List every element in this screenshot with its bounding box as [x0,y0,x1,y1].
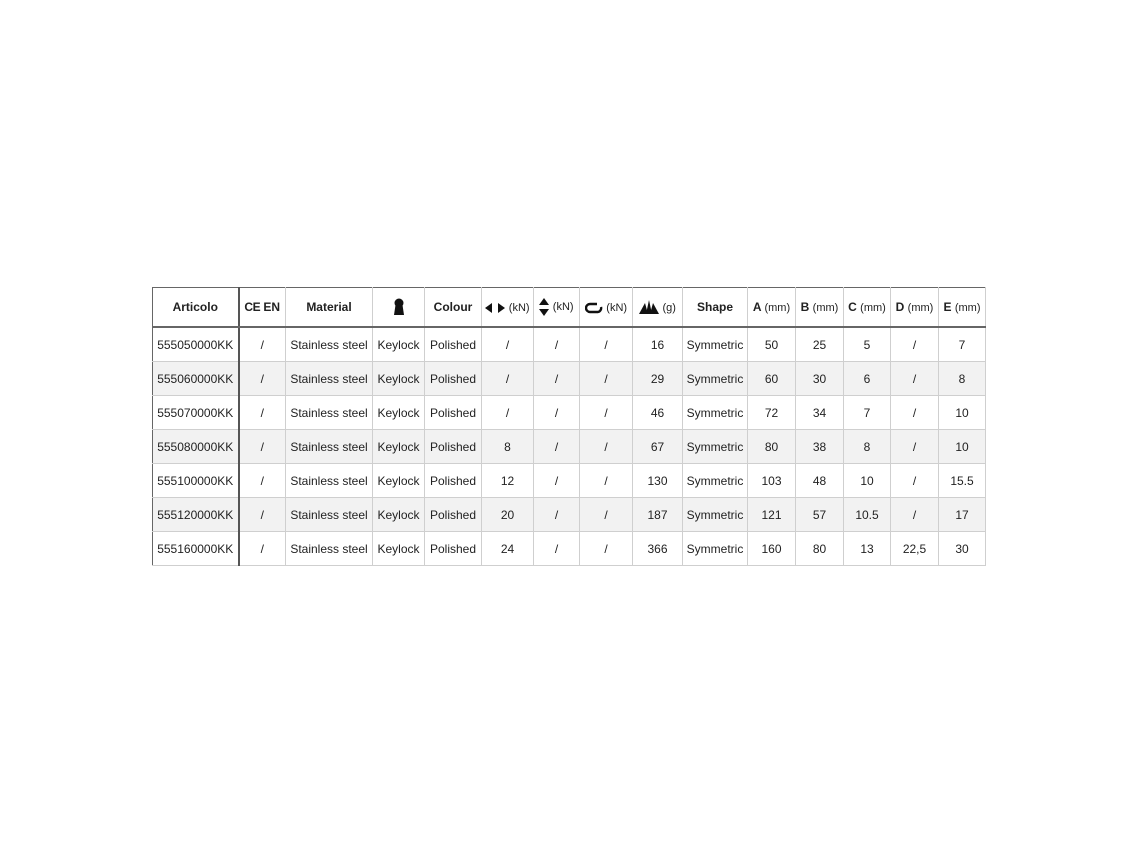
table-cell: 29 [633,362,683,396]
table-cell: 187 [633,498,683,532]
table-cell: 50 [748,327,796,362]
table-cell: 555060000KK [153,362,239,396]
e-label: E [943,300,952,314]
table-cell: / [534,464,580,498]
table-row [153,362,986,396]
table-cell: Symmetric [683,396,748,430]
table-cell: 80 [748,430,796,464]
ce-mark: CE [244,300,261,314]
table-cell: 555120000KK [153,498,239,532]
col-weight [633,288,683,328]
table-cell: 6 [844,362,891,396]
header-row [153,288,986,328]
table-cell: 130 [633,464,683,498]
major-axis-unit: (kN) [508,302,530,314]
table-cell: / [891,396,939,430]
a-label: A [752,300,762,314]
e-unit: (mm) [954,302,981,314]
col-shape: Shape [683,288,748,328]
table-cell: Polished [425,532,482,566]
table-cell: 46 [633,396,683,430]
table-cell: 38 [796,430,844,464]
table-body [153,327,986,566]
table-cell: / [891,327,939,362]
table-cell: / [482,396,534,430]
weight-unit: (g) [662,301,676,314]
table-cell: 555080000KK [153,430,239,464]
col-d [891,288,939,328]
table-cell: / [239,430,286,464]
table-cell: Polished [425,362,482,396]
table-cell: Symmetric [683,498,748,532]
table-cell: Symmetric [683,430,748,464]
col-ce-en [239,288,286,328]
table-cell: Polished [425,464,482,498]
table-cell: Keylock [373,464,425,498]
table-cell: 10.5 [844,498,891,532]
ce-en-label: EN [263,300,281,314]
col-c [844,288,891,328]
table-cell: / [580,327,633,362]
table-cell: 20 [482,498,534,532]
table-cell: / [239,396,286,430]
table-cell: / [580,430,633,464]
table-cell: Stainless steel [286,430,373,464]
table-cell: 555070000KK [153,396,239,430]
table-cell: Symmetric [683,362,748,396]
table-cell: 72 [748,396,796,430]
table-cell: Keylock [373,327,425,362]
table-cell: 67 [633,430,683,464]
table-cell: / [891,464,939,498]
table-cell: / [239,464,286,498]
table-cell: Stainless steel [286,498,373,532]
table-cell: 7 [939,327,986,362]
weight-icon [639,300,659,314]
b-unit: (mm) [812,302,839,314]
table-cell: 80 [796,532,844,566]
table-cell: / [580,464,633,498]
table-cell: 22,5 [891,532,939,566]
col-a [748,288,796,328]
table-row [153,464,986,498]
col-open-gate [580,288,633,328]
table-cell: 16 [633,327,683,362]
table-cell: / [580,532,633,566]
open-gate-unit: (kN) [606,302,628,314]
table-cell: / [891,362,939,396]
table-row [153,327,986,362]
b-label: B [800,300,810,314]
table-cell: 8 [939,362,986,396]
table-cell: 24 [482,532,534,566]
c-label: C [848,300,857,314]
table-cell: / [482,362,534,396]
table-row [153,396,986,430]
table-cell: 7 [844,396,891,430]
table-cell: / [239,498,286,532]
table-cell: 121 [748,498,796,532]
a-unit: (mm) [764,302,791,314]
table-cell: 30 [796,362,844,396]
table-cell: / [239,362,286,396]
table-cell: Polished [425,430,482,464]
table-cell: Stainless steel [286,532,373,566]
c-unit: (mm) [860,302,886,314]
table-cell: / [534,498,580,532]
table-cell: Polished [425,498,482,532]
table-row [153,430,986,464]
table-cell: Symmetric [683,532,748,566]
table-cell: / [534,396,580,430]
table-cell: / [239,327,286,362]
table-cell: 160 [748,532,796,566]
table-cell: Keylock [373,362,425,396]
col-major-axis [482,288,534,328]
table-cell: / [534,532,580,566]
table-cell: 10 [844,464,891,498]
col-colour: Colour [425,288,482,328]
open-gate-strength-icon [585,302,603,314]
table-cell: / [239,532,286,566]
table-cell: Polished [425,327,482,362]
table-cell: 25 [796,327,844,362]
table-cell: / [891,430,939,464]
major-axis-strength-icon [485,303,505,313]
table-cell: / [580,498,633,532]
minor-axis-strength-icon [539,298,549,316]
table-row [153,532,986,566]
table-cell: 57 [796,498,844,532]
table-cell: Polished [425,396,482,430]
table-cell: Keylock [373,532,425,566]
d-unit: (mm) [907,302,934,314]
table-cell: 34 [796,396,844,430]
table-cell: / [534,327,580,362]
table-cell: Stainless steel [286,396,373,430]
table-cell: / [534,362,580,396]
spec-table [152,287,986,566]
minor-axis-unit: (kN) [552,301,574,314]
table-cell: Symmetric [683,464,748,498]
table-cell: 17 [939,498,986,532]
col-material: Material [286,288,373,328]
table-cell: 8 [482,430,534,464]
table-cell: 10 [939,430,986,464]
table-cell: Keylock [373,430,425,464]
table-cell: 366 [633,532,683,566]
table-cell: Symmetric [683,327,748,362]
table-cell: / [482,327,534,362]
d-label: D [895,300,905,314]
table-cell: / [580,362,633,396]
table-cell: Keylock [373,498,425,532]
table-row [153,498,986,532]
table-cell: 48 [796,464,844,498]
table-cell: / [534,430,580,464]
table-cell: 10 [939,396,986,430]
table-cell: 555050000KK [153,327,239,362]
table-cell: Stainless steel [286,464,373,498]
table-cell: 12 [482,464,534,498]
table-cell: 60 [748,362,796,396]
table-cell: / [580,396,633,430]
table-cell: 5 [844,327,891,362]
table-cell: Stainless steel [286,327,373,362]
table-cell: 8 [844,430,891,464]
table-cell: 555100000KK [153,464,239,498]
table-cell: 13 [844,532,891,566]
table-cell: 555160000KK [153,532,239,566]
table-cell: 30 [939,532,986,566]
table-cell: Keylock [373,396,425,430]
table-cell: Stainless steel [286,362,373,396]
table-cell: 15.5 [939,464,986,498]
col-b [796,288,844,328]
table-cell: / [891,498,939,532]
col-minor-axis [534,288,580,328]
col-e [939,288,986,328]
col-articolo: Articolo [153,288,239,328]
keyhole-icon [392,298,406,316]
col-lock [373,288,425,328]
table-cell: 103 [748,464,796,498]
